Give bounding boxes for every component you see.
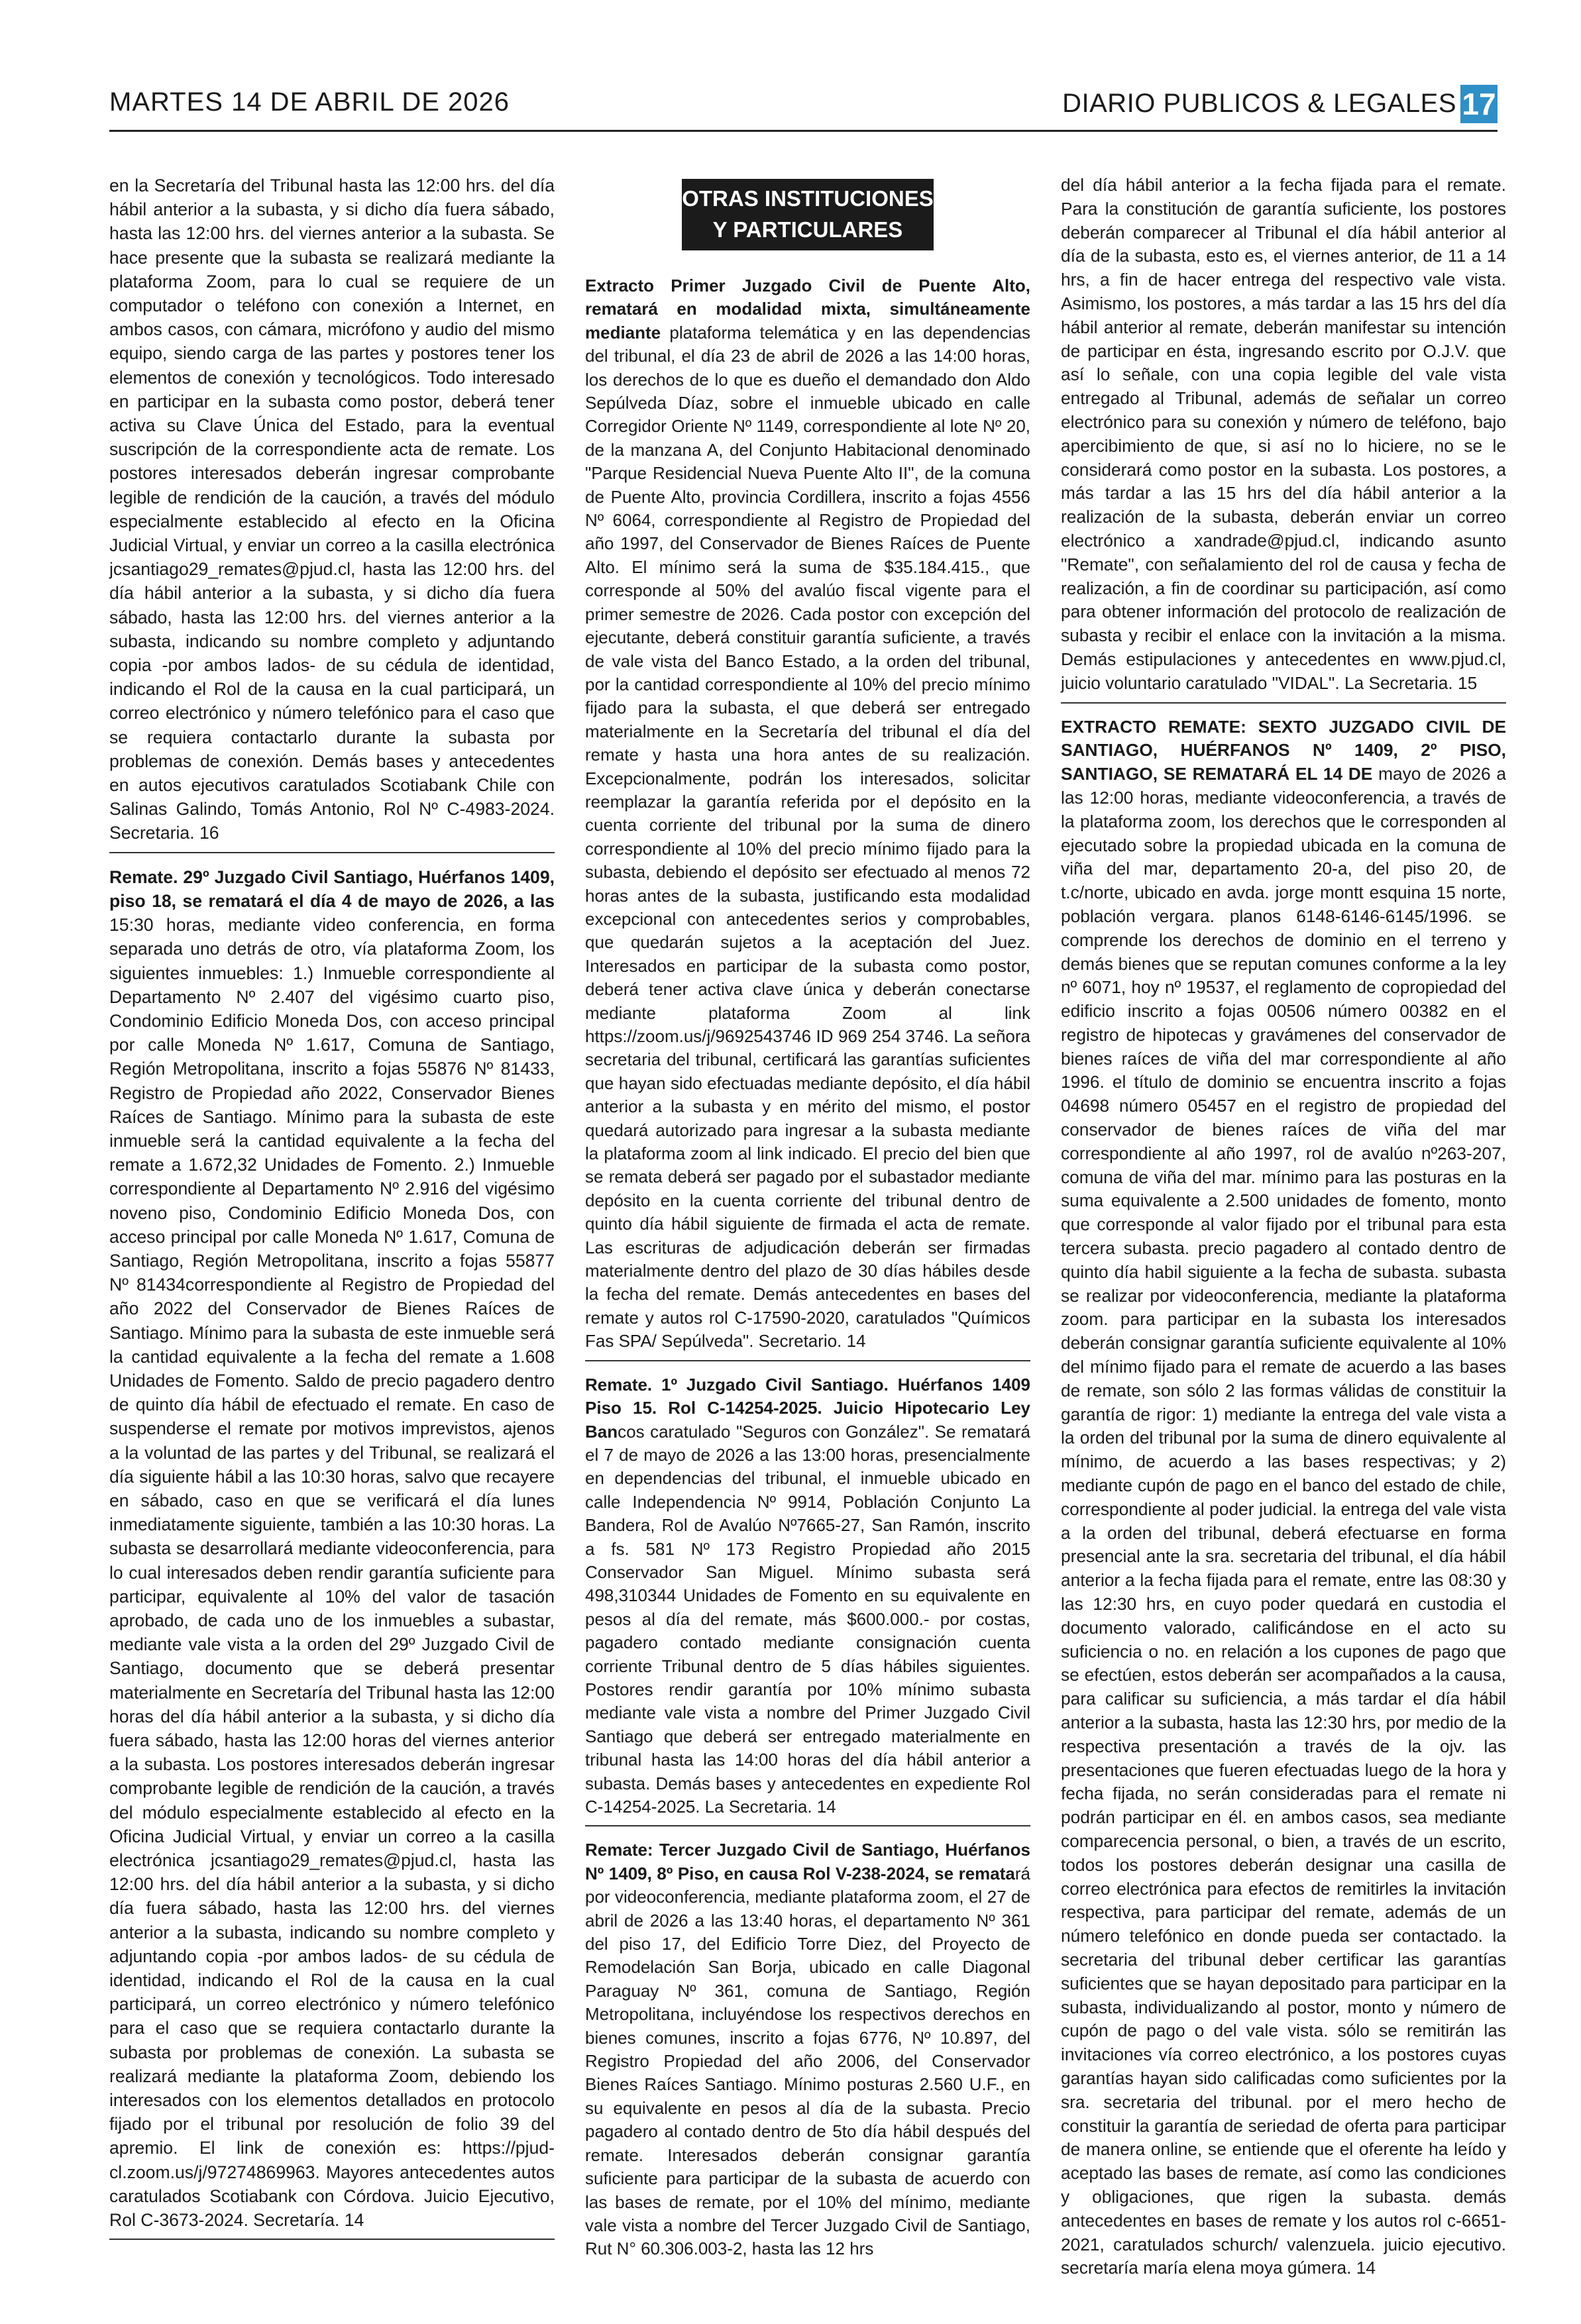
- notice: [585, 274, 1030, 1353]
- notice-text: rá por videoconferencia, mediante plataforma zoom, el 27 de abril de 2026 a las 13:40 horas, el departamento Nº 361 del piso 17, del Edificio Torre Diez, del Proyecto de Remodelación San Borja, ubicado en calle Diagonal Paraguay Nº 361, comuna de Santiago, Región Metropolitana, incluyéndose los respectivos derechos en bienes comunes, inscrito a fojas 6776, Nº 10.897, del Registro Propiedad del año 2006, del Conservador Bienes Raíces Santiago. Mínimo posturas 2.560 U.F., en su equivalente en pesos al día de la subasta. Precio pagadero al contado dentro de 5to día hábil después del remate. Interesados deberán consignar garantía suficiente para participar de la subasta de acuerdo con las bases de remate, por el 10% del mínimo, mediante vale vista a nombre del Tercer Juzgado Civil de Santiago, Rut N° 60.306.003-2, hasta las 12 hrs: [585, 1863, 1030, 2259]
- notice-separator: [109, 2239, 555, 2240]
- header-rule: [109, 130, 1498, 132]
- notice-text: del día hábil anterior a la fecha fijada para el remate. Para la constitución de garantía suficiente, los postores deberán comparecer al Tribunal el día hábil anterior al día de la subasta, esto es, el viernes anterior, de 11 a 14 hrs, a fin de hacer entrega del respectivo vale vista. Asimismo, los postores, a más tardar a las 15 hrs del día hábil anterior al remate, deberán manifestar su intención de participar en ésta, ingresando escrito por O.J.V. que así lo señale, con una copia legible del vale vista entregado al Tribunal, además de señalar un correo electrónico para su conexión y número de teléfono, bajo apercibimiento de que, si así no lo hiciere, no se le considerará como postor en la subasta. Los postores, a más tardar a las 15 hrs del día hábil anterior a la realización de la subasta, deberán enviar un correo electrónico a xandrade@pjud.cl, indicando asunto "Remate", con señalamiento del rol de causa y fecha de realización, a fin de coordinar su participación, así como para obtener información del protocolo de realización de subasta y recibir el enlace con la invitación a la misma. Demás estipulaciones y antecedentes en www.pjud.cl, juicio voluntario caratulado "VIDAL". La Secretaria. 15: [1061, 175, 1506, 693]
- notice-separator: [585, 1825, 1030, 1826]
- column-1: [109, 174, 555, 2252]
- section-title-line-1: OTRAS INSTITUCIONES: [682, 186, 934, 211]
- notice-text: 15:30 horas, mediante video conferencia, en forma separada uno detrás de otro, vía plataforma Zoom, los siguientes inmuebles: 1.) Inmueble correspondiente al Departamento Nº 2.407 del vigésimo cuarto piso, Condominio Edificio Moneda Dos, con acceso principal por calle Moneda Nº 1.617, Comuna de Santiago, Región Metropolitana, inscrito a fojas 55876 Nº 81433, Registro de Propiedad año 2022, Conservador Bienes Raíces de Santiago. Mínimo para la subasta de este inmueble será la cantidad equivalente a la fecha del remate a 1.672,32 Unidades de Fomento. 2.) Inmueble correspondiente al Departamento Nº 2.916 del vigésimo noveno piso, Condominio Edificio Moneda Dos, con acceso principal por calle Moneda Nº 1.617, Comuna de Santiago, Región Metropolitana, inscrito a fojas 55877 Nº 81434correspondiente al Registro de Propiedad del año 2022 del Conservador de Bienes Raíces de Santiago. Mínimo para la subasta de este inmueble será la cantidad equivalente a la fecha del remate a 1.608 Unidades de Fomento. Saldo de precio pagadero dentro de quinto día hábil de efectuado el remate. En caso de suspenderse el remate por motivos imprevistos, ajenos a la voluntad de las partes y del Tribunal, se realizará el día siguiente hábil a las 10:30 horas, salvo que recayere en sábado, caso en que se verificará el día lunes inmediatamente siguiente, también a las 10:30 horas. La subasta se desarrollará mediante videoconferencia, para lo cual interesados deben rendir garantía suficiente para participar, equivalente al 10% del valor de tasación aprobado, de cada uno de los inmuebles a subastar, mediante vale vista a la orden del 29º Juzgado Civil de Santiago, documento que se deberá presentar materialmente en Secretaría del Tribunal hasta las 12:00 horas del día hábil anterior a la subasta, y si dicho día fuera sábado, hasta las 12:00 horas del viernes anterior a la subasta. Los postores interesados deberán ingresar comprobante legible de rendición de la caución, a través del módulo especialmente establecido al efecto en la Oficina Judicial Virtual, y enviar un correo a la casilla electrónica jcsantiago29_remates@pjud.cl, hasta las 12:00 hrs. del día hábil anterior a la subasta, y si dicho día fuera sábado, hasta las 12:00 hrs. del viernes anterior a la subasta, indicando su nombre completo y adjuntando copia -por ambos lados- de su cédula de identidad, indicando el Rol de la causa en la cual participará, un correo electrónico y número telefónico para el caso que se requiera contactarlo durante la subasta por problemas de conexión. La subasta se realizará mediante la plataforma Zoom, debiendo los interesados con los elementos detallados en protocolo fijado por el tribunal por resolución de folio 39 del apremio. El link de conexión es: https://pjud-cl.zoom.us/j/97274869963. Mayores antecedentes autos caratulados Scotiabank con Córdova. Juicio Ejecutivo, Rol C-3673-2024. Secretaría. 14: [109, 915, 555, 2231]
- notice-continued: [109, 174, 555, 845]
- notice-text: plataforma telemática y en las dependencias del tribunal, el día 23 de abril de 2026 a las 14:00 horas, los derechos de lo que es dueño el demandado don Aldo Sepúlveda Díaz, sobre el inmueble ubicado en calle Corregidor Oriente Nº 1149, correspondiente al lote Nº 20, de la manzana A, del Conjunto Habitacional denominado "Parque Residencial Nueva Puente Alto II", de la comuna de Puente Alto, provincia Cordillera, inscrito a fojas 4556 Nº 6064, correspondiente al Registro de Propiedad del año 1997, del Conservador de Bienes Raíces de Puente Alto. El mínimo será la suma de $35.184.415., que corresponde al 50% del avalúo fiscal vigente para el primer semestre de 2026. Cada postor con excepción del ejecutante, deberá constituir garantía suficiente, a través de vale vista del Banco Estado, a la orden del tribunal, por la cantidad correspondiente al 10% del precio mínimo fijado para la subasta, el que deberá ser entregado materialmente en la Secretaría del tribunal el día del remate y hasta una hora antes de su realización. Excepcionalmente, podrán los interesados, solicitar reemplazar la garantía referida por el depósito en la cuenta corriente del tribunal por la suma de dinero correspondiente al 10% del precio mínimo fijado para la subasta, debiendo el depósito ser efectuado al menos 72 horas antes de la subasta, justificando esta modalidad excepcional con antecedentes serios y comprobables, que quedarán sujetos a la aceptación del Juez. Interesados en participar de la subasta como postor, deberá tener activa clave única y deberán conectarse mediante plataforma Zoom al link https://zoom.us/j/9692543746 ID 969 254 3746. La señora secretaria del tribunal, certificará las garantías suficientes que hayan sido efectuadas mediante depósito, el día hábil anterior a la subasta y en mérito del mismo, el postor quedará autorizado para ingresar a la subasta mediante la plataforma zoom al link indicado. El precio del bien que se remata deberá ser pagado por el subastador mediante depósito en la cuenta corriente del tribunal dentro de quinto día hábil siguiente de firmada el acta de remate. Las escrituras de adjudicación deberán ser firmadas materialmente dentro del plazo de 30 días hábiles desde la fecha del remate. Demás antecedentes en bases del remate y autos rol C-17590-2020, caratulados "Químicos Fas SPA/ Sepúlveda". Secretario. 14: [585, 322, 1030, 1351]
- section-title-line-2: Y PARTICULARES: [712, 217, 903, 242]
- header-date: MARTES 14 DE ABRIL DE 2026: [109, 87, 510, 117]
- notice-heading: EXTRACTO REMATE: SEXTO JUZGADO CIVIL DE SANTIAGO, HUÉRFANOS Nº 1409, 2º PISO, SANTIAGO, SE REMATARÁ EL 14 DE: [1061, 716, 1506, 784]
- notice-text: en la Secretaría del Tribunal hasta las 12:00 hrs. del día hábil anterior a la subasta, y si dicho día fuera sábado, hasta las 12:00 hrs. del viernes anterior a la subasta. Se hace presente que la subasta se realizará mediante la plataforma Zoom, para lo cual se requiere de un computador o teléfono con conexión a Internet, en ambos casos, con cámara, micrófono y audio del mismo equipo, siendo carga de las partes y postores tener los elementos de conexión y tecnológicos. Todo interesado en participar en la subasta como postor, deberá tener activa su Clave Única del Estado, para la eventual suscripción de la correspondiente acta de remate. Los postores interesados deberán ingresar comprobante legible de rendición de la caución, a través del módulo especialmente establecido al efecto en la Oficina Judicial Virtual, y enviar un correo a la casilla electrónica jcsantiago29_remates@pjud.cl, hasta las 12:00 hrs. del día hábil anterior a la subasta, y si dicho día fuera sábado, hasta las 12:00 hrs. del viernes anterior a la subasta, indicando su nombre completo y adjuntando copia -por ambos lados- de su cédula de identidad, indicando el Rol de la causa en la cual participará, un correo electrónico y número telefónico para el caso que se requiera contactarlo durante la subasta por problemas de conexión. Demás bases y antecedentes en autos ejecutivos caratulados Scotiabank Chile con Salinas Galindo, Tomás Antonio, Rol Nº C-4983-2024. Secretaria. 16: [109, 176, 555, 843]
- page-header: [109, 85, 1498, 126]
- notice-heading: Extracto Primer Juzgado Civil de Puente Alto, rematará en modalidad mixta, simultáneamente mediante: [585, 276, 1030, 343]
- section-title: [682, 179, 934, 250]
- notice-separator: [585, 1360, 1030, 1361]
- notice-separator: [1061, 702, 1506, 704]
- notice-continued: [1061, 174, 1506, 696]
- column-3: [1061, 174, 1506, 2280]
- notice-heading: Remate. 29º Juzgado Civil Santiago, Huérfanos 1409, piso 18, se rematará el día 4 de mayo de 2026, a las: [109, 867, 555, 911]
- notice: [109, 865, 555, 2233]
- notice: [585, 1373, 1030, 1819]
- notice-text: cos caratulado "Seguros con González". Se rematará el 7 de mayo de 2026 a las 13:00 horas, presencialmente en dependencias del tribunal, el inmueble ubicado en calle Independencia Nº 9914, Población Conjunto La Bandera, Rol de Avalúo Nº7665-27, San Ramón, inscrito a fs. 581 Nº 173 Registro Propiedad año 2015 Conservador San Miguel. Mínimo subasta será 498,310344 Unidades de Fomento en su equivalente en pesos al día del remate, más $600.000.- por costas, pagadero contado mediante consignación cuenta corriente Tribunal dentro de 5 días hábiles siguientes. Postores rendir garantía por 10% mínimo subasta mediante vale vista a nombre del Primer Juzgado Civil Santiago que deberá ser entregado materialmente en tribunal hasta las 14:00 horas del día hábil anterior a subasta. Demás bases y antecedentes en expediente Rol C-14254-2025. La Secretaria. 14: [585, 1421, 1030, 1817]
- notice-separator: [109, 852, 555, 853]
- page-number: 17: [1460, 85, 1498, 123]
- notice-heading: Remate: Tercer Juzgado Civil de Santiago, Huérfanos Nº 1409, 8º Piso, en causa Rol V-238-2024, se remata: [585, 1840, 1030, 1883]
- notice: [1061, 715, 1506, 2281]
- publication-name: DIARIO PUBLICOS & LEGALES: [1062, 89, 1456, 118]
- column-2: [585, 174, 1030, 2261]
- notice-text: mayo de 2026 a las 12:00 horas, mediante videoconferencia, a través de la plataforma zoom, los derechos que le corresponden al ejecutado sobre la propiedad ubicada en la comuna de viña del mar, departamento 20-a, del piso 20, de t.c/norte, ubicado en avda. jorge montt esquina 15 norte, población vergara. planos 6148-6146-6145/1996. se comprende los derechos de dominio en el terreno y demás bienes que se reputan comunes conforme a la ley nº 6071, hoy nº 19537, el reglamento de copropiedad del edificio inscrito a fojas 00506 número 00382 en el registro de hipotecas y gravámenes del conservador de bienes raíces de viña del mar correspondiente al año 1996. el título de dominio se encuentra inscrito a fojas 04698 número 05457 en el registro de propiedad del conservador de bienes raíces de viña del mar correspondiente al año 1997, rol de avalúo nº263-207, comuna de viña del mar. mínimo para las posturas en la suma equivalente a 2.500 unidades de fomento, monto que corresponde al valor fijado por el tribunal para esta tercera subasta. precio pagadero al contado dentro de quinto día habil siguiente a la fecha de subasta. subasta se realizar por videoconferencia, mediante la plataforma zoom. para participar en la subasta los interesados deberán consignar garantía suficiente equivalente al 10% del mínimo fijado para el remate de acuerdo a las bases de remate, son sólo 2 las formas válidas de constituir la garantía de rigor: 1) mediante la entrega del vale vista a la orden del tribunal por la suma de dinero equivalente al mínimo, de acuerdo a las bases respectivas; y 2) mediante cupón de pago en el banco del estado de chile, correspondiente al poder judicial. la entrega del vale vista a la orden del tribunal, deberá efectuarse en forma presencial ante la sra. secretaria del tribunal, el día hábil anterior a la fecha fijada para el remate, entre las 08:30 y las 12:30 hrs, en cuyo poder quedará en custodia el documento valorado, calificándose en el acto su suficiencia o no. en relación a los cupones de pago que se efectúen, estos deberán ser acompañados a la causa, para calificar su suficiencia, a más tardar el día hábil anterior a la subasta, hasta las 12:30 hrs, por medio de la respectiva presentación a través de la ojv. las presentaciones que fueren efectuadas luego de la hora y fecha fijada, no serán consideradas para el remate ni podrán participar en él. en ambos casos, sea mediante comparecencia personal, o bien, a través de un escrito, todos los postores deberán designar una casilla de correo electrónica para efectos de remitirles la invitación respectiva, para participar del remate, además de un número telefónico en donde pueda ser contactado. la secretaria del tribunal deber certificar las garantías suficientes que se hayan depositado para participar en la subasta, individualizando al postor, monto y número de cupón de pago o del vale vista. sólo se remitirán las invitaciones vía correo electrónico, a los postores cuyas garantías hayan sido calificadas como suficientes por la sra. secretaria del tribunal. por el mero hecho de constituir la garantía de seriedad de oferta para participar de manera online, se entiende que el oferente ha leído y aceptado las bases de remate, así como las condiciones y obligaciones, que rigen la subasta. demás antecedentes en bases de remate y los autos rol c-6651-2021, caratulados schurch/ valenzuela. juicio ejecutivo. secretaría maría elena moya gúmera. 14: [1061, 764, 1506, 2278]
- notice: [585, 1838, 1030, 2260]
- notice-heading: Remate. 1º Juzgado Civil Santiago. Huérfanos 1409 Piso 15. Rol C-14254-2025. Juicio Hipotecario Ley Ban: [585, 1374, 1030, 1442]
